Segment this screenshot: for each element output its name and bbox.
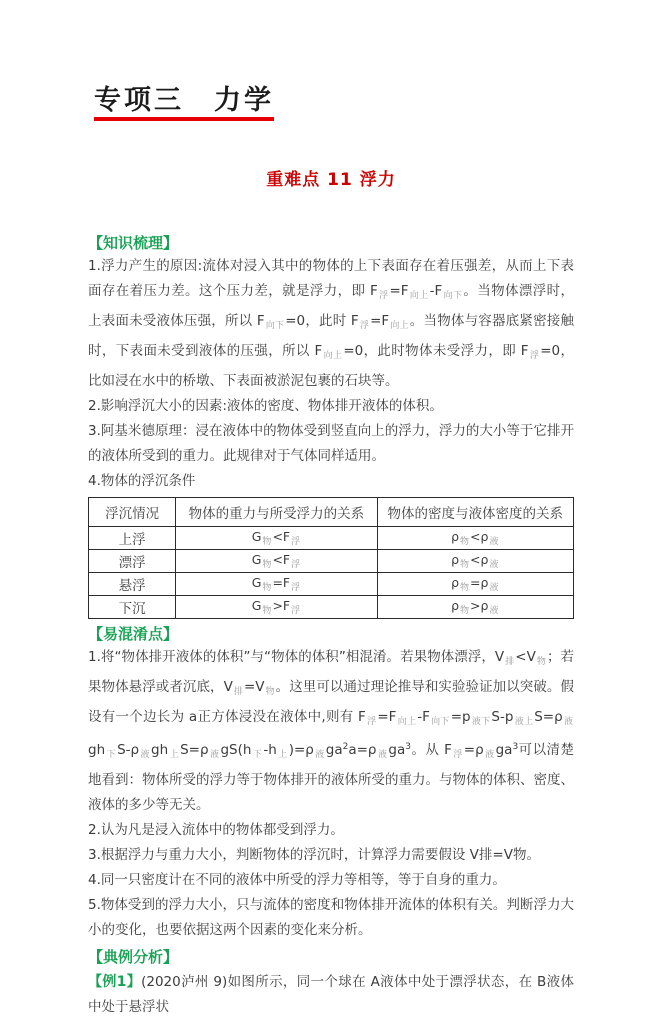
cell-density-relation: $\rho_物>\rho_液$	[377, 596, 573, 619]
confusion-item-1: 1.将“物体排开液体的体积”与“物体的体积”相混淆。若果物体漂浮，$V_排<V_物$；若果物体悬浮或者沉底，$V_排=V_物$。这里可以通过理论推导和实验验证加以突破。假设有一个边长为 a正方体浸没在液体中,则有 $F_浮=F_{向上}-F_{向下}=p_{液下}S-p_{液上}S=\rho_液gh_下S-\rho_液gh_上S=\rho_液gS(h_下-h_上)=\rho_液ga^2a=\rho_液ga^3$。从 $F_浮=\rho_液ga^3$可以清楚地看到：物体所受的浮力等于物体排开的液体所受的重力。与物体的体积、密度、液体的多少等无关。	[88, 649, 574, 814]
document-title: 专项三 力学	[94, 84, 274, 121]
table-header-density: 物体的密度与液体密度的关系	[377, 498, 573, 527]
cell-density-relation: $\rho_物<\rho_液$	[377, 527, 573, 550]
knowledge-item-2: 2.影响浮沉大小的因素:液体的密度、物体排开液体的体积。	[88, 398, 443, 415]
table-row	[89, 527, 574, 550]
cell-density-relation: $\rho_物=\rho_液$	[377, 573, 573, 596]
cell-gravity-relation: $G_物<F_浮$	[176, 527, 377, 550]
table-header-condition: 浮沉情况	[89, 498, 176, 527]
cell-condition: 悬浮	[89, 573, 176, 596]
confusion-item-3: 3.根据浮力与重力大小，判断物体的浮沉时，计算浮力需要假设 V排=V物。	[88, 847, 540, 864]
cell-condition: 下沉	[89, 596, 176, 619]
cell-density-relation: $\rho_物<\rho_液$	[377, 550, 573, 573]
table-row	[89, 596, 574, 619]
cell-gravity-relation: $G_物<F_浮$	[176, 550, 377, 573]
confusion-item-4: 4.同一只密度计在不同的液体中所受的浮力等相等，等于自身的重力。	[88, 872, 506, 889]
confusion-item-5: 5.物体受到的浮力大小，只与流体的密度和物体排开流体的体积有关。判断浮力大小的变化，也要依据这两个因素的变化来分析。	[88, 897, 574, 939]
cell-condition: 漂浮	[89, 550, 176, 573]
section-label-knowledge: 【知识梳理】	[88, 234, 179, 253]
section-label-confusion: 【易混淆点】	[88, 625, 179, 644]
cell-gravity-relation: $G_物>F_浮$	[176, 596, 377, 619]
table-row	[89, 573, 574, 596]
table-header-gravity: 物体的重力与所受浮力的关系	[176, 498, 377, 527]
knowledge-item-1: 1.浮力产生的原因:流体对浸入其中的物体的上下表面存在着压强差，从而上下表面存在着压力差。这个压力差，就是浮力，即 $F_浮=F_{向上}-F_{向下}$。当物体漂浮时，上表面未受液体压强，所以 $F_{向下}=0$，此时 $F_浮=F_{向上}$。当物体与容器底紧密接触时，下表面未受到液体的压强，所以 $F_{向上}=0$，此时物体未受浮力，即 $F_浮=0$，比如浸在水中的桥墩、下表面被淤泥包裹的石块等。	[88, 258, 574, 390]
example-1-text: (2020泸州 9)如图所示，同一个球在 A液体中处于漂浮状态，在 B液体中处于悬浮状	[88, 974, 574, 1016]
cell-gravity-relation: $G_物=F_浮$	[176, 573, 377, 596]
knowledge-item-3: 3.阿基米德原理：浸在液体中的物体受到竖直向上的浮力，浮力的大小等于它排开的液体所受到的重力。此规律对于气体同样适用。	[88, 423, 574, 465]
example-1-tag: 【例1】	[88, 974, 142, 991]
cell-condition: 上浮	[89, 527, 176, 550]
table-header-row	[89, 498, 574, 527]
confusion-item-2: 2.认为凡是浸入流体中的物体都受到浮力。	[88, 822, 344, 839]
knowledge-item-4: 4.物体的浮沉条件	[88, 473, 196, 490]
section-label-analysis: 【典例分析】	[88, 948, 179, 967]
document-subtitle: 重难点 11 浮力	[266, 170, 396, 191]
example-1-line	[88, 970, 574, 1020]
float-conditions-table	[88, 497, 574, 619]
table-row	[89, 550, 574, 573]
